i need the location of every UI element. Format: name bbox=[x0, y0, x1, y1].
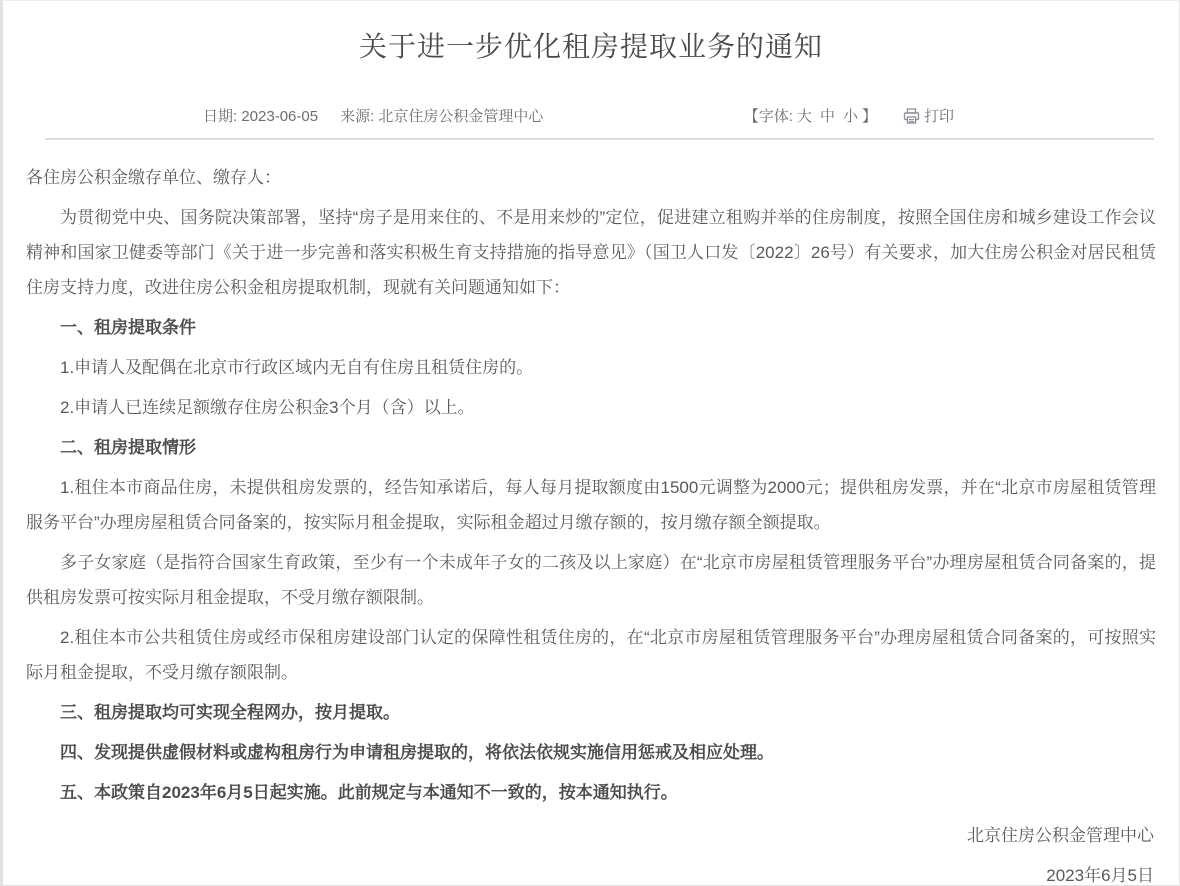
date-value: 2023-06-05 bbox=[241, 108, 319, 125]
font-size-large-button[interactable]: 大 bbox=[796, 108, 812, 125]
source-label: 来源: bbox=[340, 108, 375, 125]
font-size-control bbox=[744, 105, 877, 126]
signature-block bbox=[3, 815, 1179, 886]
page-title: 关于进一步优化租房提取业务的通知 bbox=[358, 31, 823, 62]
signature-date: 2023年6月5日 bbox=[1046, 866, 1154, 885]
source-value: 北京住房公积金管理中心 bbox=[378, 108, 544, 125]
font-size-small-button[interactable]: 小 bbox=[842, 108, 858, 125]
printer-icon bbox=[903, 108, 920, 124]
section-5-heading: 五、本政策自2023年6月5日起实施。此前规定与本通知不一致的，按本通知执行。 bbox=[60, 783, 678, 802]
section-1-item-2: 2.申请人已连续足额缴存住房公积金3个月（含）以上。 bbox=[60, 398, 475, 417]
section-2-item-2: 2.租住本市公共租赁住房或经市保租房建设部门认定的保障性租赁住房的，在“北京市房屋租赁管理服务平台”办理房屋租赁合同备案的，可按照实际月租金提取，不受月缴存额限制。 bbox=[26, 628, 1156, 682]
date-label: 日期: bbox=[203, 108, 238, 125]
section-2-heading: 二、租房提取情形 bbox=[60, 438, 196, 457]
section-1-heading: 一、租房提取条件 bbox=[60, 318, 196, 337]
document-body bbox=[3, 140, 1179, 810]
section-1-item-1: 1.申请人及配偶在北京市行政区域内无自有住房且租赁住房的。 bbox=[60, 358, 534, 377]
section-2-multi-child-paragraph: 多子女家庭（是指符合国家生育政策，至少有一个未成年子女的二孩及以上家庭）在“北京市房屋租赁管理服务平台”办理房屋租赁合同备案的，提供租房发票可按实际月租金提取，不受月缴存额限制。 bbox=[26, 553, 1156, 607]
section-4-heading: 四、发现提供虚假材料或虚构租房行为申请租房提取的，将依法依规实施信用惩戒及相应处理。 bbox=[60, 743, 774, 762]
section-2-item-1: 1.租住本市商品住房，未提供租房发票的，经告知承诺后，每人每月提取额度由1500元调整为2000元；提供租房发票，并在“北京市房屋租赁管理服务平台”办理房屋租赁合同备案的，按实际月租金提取，实际租金超过月缴存额的，按月缴存额全额提取。 bbox=[26, 478, 1156, 532]
publish-date bbox=[203, 105, 318, 126]
source bbox=[340, 105, 543, 126]
print-button[interactable] bbox=[903, 105, 954, 126]
meta-bar bbox=[203, 105, 954, 126]
intro-paragraph: 为贯彻党中央、国务院决策部署，坚持“房子是用来住的、不是用来炒的”定位，促进建立租购并举的住房制度，按照全国住房和城乡建设工作会议精神和国家卫健委等部门《关于进一步完善和落实积极生育支持措施的指导意见》（国卫人口发〔2022〕26号）有关要求，加大住房公积金对居民租赁住房支持力度，改进住房公积金租房提取机制，现就有关问题通知如下： bbox=[26, 208, 1156, 297]
meta-tools bbox=[744, 105, 954, 126]
font-size-medium-button[interactable]: 中 bbox=[819, 108, 835, 125]
print-label: 打印 bbox=[923, 108, 954, 125]
section-3-heading: 三、租房提取均可实现全程网办，按月提取。 bbox=[60, 703, 400, 722]
font-bracket-close: 】 bbox=[861, 108, 877, 125]
font-bracket-open: 【字体: bbox=[743, 108, 793, 125]
salutation: 各住房公积金缴存单位、缴存人： bbox=[26, 168, 281, 187]
signature-org: 北京住房公积金管理中心 bbox=[967, 826, 1154, 845]
meta-date-source bbox=[203, 105, 543, 126]
